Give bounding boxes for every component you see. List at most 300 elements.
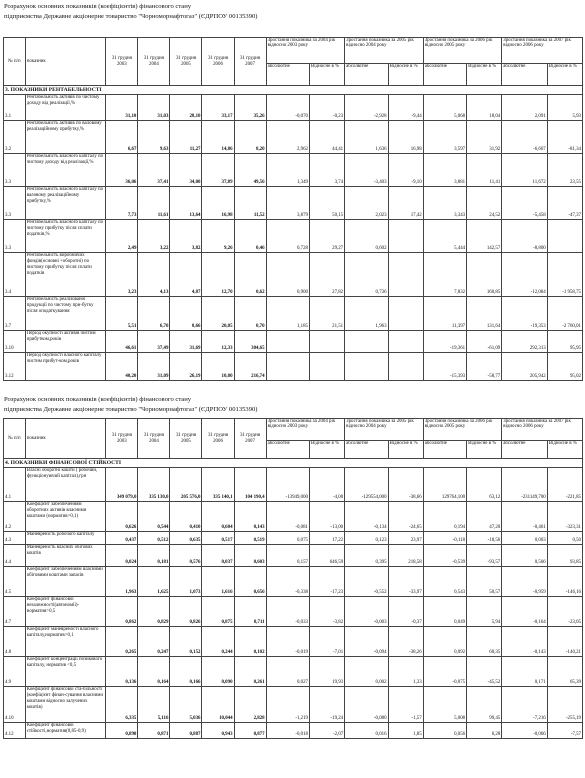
growth-value-cell: -0,118	[423, 532, 466, 545]
col-header-name: показник	[25, 419, 106, 459]
growth-value-cell	[388, 353, 423, 381]
growth-value-cell: 11,397	[423, 297, 466, 331]
year-value-cell: 0,102	[234, 627, 266, 657]
growth-value-cell: -38,66	[388, 468, 423, 502]
growth-value-cell: -231149,700	[502, 468, 547, 502]
col-header-rel: Відносне в %	[467, 64, 502, 86]
growth-value-cell	[547, 220, 582, 253]
row-number: 3.1	[4, 95, 26, 121]
year-value-cell: 46,61	[106, 331, 138, 353]
table2-title-line2: підприємства Державне акціонерне товариство "Чорноморнафтогаз" (ЄДРПОУ 00135390)	[4, 406, 258, 413]
table-row	[4, 187, 583, 220]
col-header-rel: Відносне в %	[310, 441, 345, 459]
growth-value-cell: -221,85	[547, 468, 582, 502]
year-value-cell: 10,044	[202, 687, 234, 723]
col-header-abs: абсолютне	[502, 64, 547, 86]
growth-value-cell	[310, 353, 345, 381]
col-header-abs: абсолютне	[266, 64, 309, 86]
year-value-cell: 205 576,0	[170, 468, 202, 502]
growth-value-cell: 0,566	[502, 545, 547, 567]
growth-value-cell: 17,22	[310, 532, 345, 545]
year-value-cell: 1,963	[106, 567, 138, 597]
col-header-2006: 31 грудня 2006	[202, 38, 234, 86]
indicator-name: Рентабельність реалізованої продукції по чистому при-бутку після оподаткування	[25, 297, 106, 331]
growth-value-cell: 0,123	[345, 532, 388, 545]
growth-value-cell: -19,353	[502, 297, 547, 331]
col-header-rel: Відносне в %	[547, 64, 582, 86]
growth-value-cell	[388, 331, 423, 353]
growth-value-cell: 17,42	[388, 187, 423, 220]
growth-value-cell: -0,37	[388, 597, 423, 627]
year-value-cell: 7,73	[106, 187, 138, 220]
col-header-2007: 31 грудня 2007	[234, 419, 266, 459]
col-header-rel: Відносне в %	[388, 441, 423, 459]
growth-value-cell: -13,00	[310, 502, 345, 532]
table-row	[4, 597, 583, 627]
growth-value-cell: 29,27	[310, 220, 345, 253]
growth-value-cell: -2,07	[310, 723, 345, 739]
col-header-2005: 31 грудня 2005	[170, 38, 202, 86]
growth-value-cell: 0,736	[345, 253, 388, 297]
growth-value-cell: 63,12	[467, 468, 502, 502]
col-header-2006: 31 грудня 2006	[202, 419, 234, 459]
growth-value-cell: 205,942	[502, 353, 547, 381]
growth-value-cell: -0,003	[345, 597, 388, 627]
growth-value-cell: -0,018	[266, 723, 309, 739]
growth-value-cell: -17,23	[310, 567, 345, 597]
year-value-cell: 6,70	[138, 297, 170, 331]
year-value-cell: 0,829	[138, 597, 170, 627]
growth-value-cell: -3,82	[310, 597, 345, 627]
growth-value-cell: -0,134	[345, 502, 388, 532]
year-value-cell: 37,41	[138, 154, 170, 187]
col-header-growth-2006: Зростання показника за 2006 рік відносно 2005 року	[423, 419, 502, 441]
row-number: 3.3	[4, 187, 26, 220]
growth-value-cell: -0,164	[502, 597, 547, 627]
row-number: 4.9	[4, 657, 26, 687]
growth-value-cell: -58,77	[467, 353, 502, 381]
growth-value-cell: -0,080	[345, 687, 388, 723]
growth-value-cell: -47,37	[547, 187, 582, 220]
growth-value-cell: 0,003	[502, 532, 547, 545]
growth-value-cell: -0,081	[266, 502, 309, 532]
year-value-cell: 0,70	[234, 297, 266, 331]
growth-value-cell: -323,31	[547, 502, 582, 532]
year-value-cell: 0,244	[202, 627, 234, 657]
year-value-cell: 0,136	[106, 657, 138, 687]
growth-value-cell: -9,10	[388, 154, 423, 187]
growth-value-cell	[345, 331, 388, 353]
row-number: 4.5	[4, 567, 26, 597]
table-row	[4, 468, 583, 502]
growth-value-cell: 1,185	[266, 297, 309, 331]
row-number: 3.4	[4, 253, 26, 297]
year-value-cell: 335 140,1	[202, 468, 234, 502]
year-value-cell: 12,70	[202, 253, 234, 297]
growth-value-cell: 142,57	[467, 220, 502, 253]
year-value-cell: 6,67	[106, 121, 138, 154]
col-header-abs: абсолютне	[502, 441, 547, 459]
year-value-cell: 26,19	[170, 353, 202, 381]
growth-value-cell: -0,338	[266, 567, 309, 597]
growth-value-cell: -0,23	[310, 95, 345, 121]
growth-value-cell: 16,98	[388, 121, 423, 154]
row-number: 4.12	[4, 723, 26, 739]
growth-value-cell	[345, 353, 388, 381]
growth-value-cell: 31,92	[467, 121, 502, 154]
growth-value-cell: -0,539	[423, 545, 466, 567]
year-value-cell: 0,544	[138, 502, 170, 532]
indicator-name: Коефіцієнт забезпеченням власними обіговими коштами запасів	[25, 567, 106, 597]
indicator-name: Маневреність власних обігових коштів	[25, 545, 106, 567]
growth-value-cell: -0,019	[266, 627, 309, 657]
indicator-name: Власні оборотні кошти ( робочий, функціонуючий капітал),грн	[25, 468, 106, 502]
growth-value-cell: 93,85	[547, 545, 582, 567]
year-value-cell: 4,87	[170, 253, 202, 297]
year-value-cell: 0,711	[234, 597, 266, 627]
growth-value-cell: 65,39	[547, 657, 582, 687]
section-title: 3. ПОКАЗНИКИ РЕНТАБЕЛЬНОСТІ	[4, 86, 583, 95]
indicator-name: Рентабельність виробничих фондів(основні +оборотні) по чистому прибутку після сплати податків	[25, 253, 106, 297]
year-value-cell: 35,26	[234, 95, 266, 121]
indicator-name: Рентабельність активів по чистому доходу від реалізації,%	[25, 95, 106, 121]
col-header-abs: абсолютне	[423, 441, 466, 459]
growth-value-cell	[266, 331, 309, 353]
growth-value-cell: -1 958,75	[547, 253, 582, 297]
table-row	[4, 353, 583, 381]
year-value-cell: 11,61	[138, 187, 170, 220]
growth-value-cell: 23,55	[547, 154, 582, 187]
row-number: 4.4	[4, 545, 26, 567]
growth-value-cell: 3,879	[266, 187, 309, 220]
year-value-cell: 16,98	[202, 187, 234, 220]
year-value-cell: 6,335	[106, 687, 138, 723]
year-value-cell: 11,52	[234, 187, 266, 220]
year-value-cell: 3,82	[170, 220, 202, 253]
growth-value-cell: -4,00	[310, 468, 345, 502]
year-value-cell: 40,20	[106, 353, 138, 381]
indicator-name: Коефіцієнт концентрації позикового капіталу, норматив <0,5	[25, 657, 106, 687]
col-header-abs: абсолютне	[345, 64, 388, 86]
table1-title-line1: Розрахунок основних показників (коефіцієнтів) фінансового стану	[4, 3, 192, 10]
growth-value-cell: -0,075	[423, 657, 466, 687]
table-row	[4, 220, 583, 253]
col-header-growth-2007: Зростання показника за 2007 рік відносно 2006 року	[502, 419, 583, 441]
year-value-cell: 0,826	[170, 597, 202, 627]
growth-value-cell: -24,65	[388, 502, 423, 532]
growth-value-cell: -33,97	[388, 567, 423, 597]
year-value-cell: 0,576	[170, 545, 202, 567]
growth-value-cell: -38,26	[388, 627, 423, 657]
growth-value-cell: -7,216	[502, 687, 547, 723]
growth-value-cell: 1,85	[388, 723, 423, 739]
growth-value-cell: 131,64	[467, 297, 502, 331]
col-header-2004: 31 грудня 2004	[138, 38, 170, 86]
year-value-cell: 0,024	[106, 545, 138, 567]
growth-value-cell: 5,444	[423, 220, 466, 253]
section-title: 4. ПОКАЗНИКИ ФІНАНСОВОЇ СТІЙКОСТІ	[4, 459, 583, 468]
year-value-cell: 0,46	[234, 220, 266, 253]
year-value-cell: 9,63	[138, 121, 170, 154]
col-header-2004: 31 грудня 2004	[138, 419, 170, 459]
growth-value-cell: -2 760,01	[547, 297, 582, 331]
year-value-cell: 349 079,0	[106, 468, 138, 502]
indicator-name: Коефіцієнт маневреності власного капіталу,норматив>0,1	[25, 627, 106, 657]
row-number: 3.12	[4, 353, 26, 381]
growth-value-cell: 646,59	[310, 545, 345, 567]
growth-value-cell: 3,597	[423, 121, 466, 154]
row-number: 4.10	[4, 687, 26, 723]
year-value-cell: 3,22	[138, 220, 170, 253]
table-row	[4, 532, 583, 545]
table-row	[4, 723, 583, 739]
growth-value-cell: 50,57	[467, 567, 502, 597]
row-number: 4.7	[4, 597, 26, 627]
growth-value-cell: -15,393	[423, 353, 466, 381]
growth-value-cell: 6,28	[467, 723, 502, 739]
indicator-name: Рентабельність власного капіталу по чистому прибутку після сплати податків,%	[25, 220, 106, 253]
growth-value-cell: 0,543	[423, 567, 466, 597]
growth-value-cell	[388, 220, 423, 253]
growth-value-cell: 0,027	[266, 657, 309, 687]
growth-value-cell: 3,74	[310, 154, 345, 187]
indicator-name: Коефіцієнт забезпеченням оборотних активів власними коштами (норматив>0,1)	[25, 502, 106, 532]
growth-value-cell: -2,928	[345, 95, 388, 121]
table2-title-line1: Розрахунок основних показників (коефіцієнтів) фінансового стану	[4, 396, 192, 403]
year-value-cell: 1,616	[202, 567, 234, 597]
col-header-growth-2005: Зростання показника за 2005 рік відносно 2004 року	[345, 38, 424, 64]
growth-value-cell: 0,075	[266, 532, 309, 545]
year-value-cell: 31,69	[170, 331, 202, 353]
year-value-cell: 28,10	[170, 95, 202, 121]
col-header-rel: Відносне в %	[310, 64, 345, 86]
year-value-cell: 0,656	[234, 567, 266, 597]
growth-value-cell: 0,016	[345, 723, 388, 739]
indicator-name: Рентабельність власного капіталу по валовому реалізаційному прибутку,%	[25, 187, 106, 220]
year-value-cell: 5,116	[138, 687, 170, 723]
growth-value-cell: -18,56	[467, 532, 502, 545]
indicator-name: Коефіцієнт фінансової стійкості,норматив(0,85-0,9)	[25, 723, 106, 739]
col-header-no: № п/п	[4, 419, 26, 459]
growth-value-cell	[388, 253, 423, 297]
growth-value-cell: 1,636	[345, 121, 388, 154]
year-value-cell: 37,89	[202, 154, 234, 187]
growth-value-cell: -1,219	[266, 687, 309, 723]
year-value-cell: 37,49	[138, 331, 170, 353]
year-value-cell: 10,80	[202, 353, 234, 381]
year-value-cell: 216,74	[234, 353, 266, 381]
growth-value-cell: 0,900	[266, 253, 309, 297]
growth-value-cell: -0,066	[502, 723, 547, 739]
growth-value-cell: 5,068	[423, 95, 466, 121]
year-value-cell: 0,604	[202, 502, 234, 532]
table-row	[4, 545, 583, 567]
row-number: 4.2	[4, 502, 26, 532]
year-value-cell: 0,62	[234, 253, 266, 297]
year-value-cell: 0,166	[170, 657, 202, 687]
growth-value-cell: 1,963	[345, 297, 388, 331]
year-value-cell: 5,036	[170, 687, 202, 723]
year-value-cell: 8,66	[170, 297, 202, 331]
growth-value-cell: 23,97	[388, 532, 423, 545]
growth-value-cell: 95,95	[547, 331, 582, 353]
col-header-name: показник	[25, 38, 106, 86]
col-header-2003: 31 грудня 2003	[106, 38, 138, 86]
growth-value-cell: 50,15	[310, 187, 345, 220]
year-value-cell: 0,437	[106, 532, 138, 545]
growth-value-cell: -23,05	[547, 597, 582, 627]
year-value-cell: 0,862	[106, 597, 138, 627]
col-header-abs: абсолютне	[423, 64, 466, 86]
year-value-cell: 0,887	[170, 723, 202, 739]
year-value-cell: 1,625	[138, 567, 170, 597]
growth-value-cell	[266, 353, 309, 381]
growth-value-cell: 0,049	[423, 597, 466, 627]
row-number: 3.2	[4, 121, 26, 154]
indicator-name: Рентабельність активів по валовому реалізаційному прибутку,%	[25, 121, 106, 154]
growth-value-cell: 11,672	[502, 154, 547, 187]
year-value-cell: 20,05	[202, 297, 234, 331]
col-header-growth-2007: Зростання показника за 2007 рік відносно 2006 року	[502, 38, 583, 64]
growth-value-cell: 5,008	[423, 687, 466, 723]
year-value-cell: 4,13	[138, 253, 170, 297]
year-value-cell: 34,00	[170, 154, 202, 187]
growth-value-cell: 0,002	[345, 657, 388, 687]
growth-value-cell: -0,094	[345, 627, 388, 657]
year-value-cell: 2,828	[234, 687, 266, 723]
financial-stability-table	[3, 418, 583, 739]
growth-value-cell: -61,09	[467, 331, 502, 353]
growth-value-cell: -5,458	[502, 187, 547, 220]
year-value-cell: 0,181	[138, 545, 170, 567]
year-value-cell: 14,86	[202, 121, 234, 154]
col-header-growth-2005: Зростання показника за 2005 рік відносно 2004 року	[345, 419, 424, 441]
row-number: 4.8	[4, 627, 26, 657]
year-value-cell: 1,073	[170, 567, 202, 597]
year-value-cell: 0,875	[202, 597, 234, 627]
growth-value-cell: 11,41	[467, 154, 502, 187]
year-value-cell: 0,626	[106, 502, 138, 532]
table-row	[4, 657, 583, 687]
col-header-growth-2004: Зростання показника за 2004 рік відносно 2003 року	[266, 419, 345, 441]
growth-value-cell: -0,461	[502, 502, 547, 532]
row-number: 3.3	[4, 154, 26, 187]
year-value-cell: 9,26	[202, 220, 234, 253]
table-row	[4, 121, 583, 154]
growth-value-cell: -0,959	[502, 567, 547, 597]
indicator-name: Коефіцієнт фінансової незалежності(автономії)- норматив>0,5	[25, 597, 106, 627]
year-value-cell: 0,871	[138, 723, 170, 739]
growth-value-cell: -12,084	[502, 253, 547, 297]
table-row	[4, 331, 583, 353]
year-value-cell: 0,890	[106, 723, 138, 739]
growth-value-cell: 5,93	[547, 95, 582, 121]
year-value-cell: 0,519	[234, 532, 266, 545]
growth-value-cell: -0,143	[502, 627, 547, 657]
year-value-cell: 0,517	[202, 532, 234, 545]
table-row	[4, 297, 583, 331]
col-header-2007: 31 грудня 2007	[234, 38, 266, 86]
year-value-cell: 33,17	[202, 95, 234, 121]
indicator-name: Рентабельність власного капіталу по чистому доходу від реалізації,%	[25, 154, 106, 187]
table-row	[4, 502, 583, 532]
table1-title-line2: підприємства Державне акціонерне товариство "Чорноморнафтогаз" (ЄДРПОУ 00135390)	[4, 13, 258, 20]
growth-value-cell: 95,02	[547, 353, 582, 381]
growth-value-cell: 1,33	[388, 657, 423, 687]
profitability-table	[3, 37, 583, 381]
growth-value-cell: 218,58	[388, 545, 423, 567]
col-header-rel: Відносне в %	[467, 441, 502, 459]
growth-value-cell: 3,881	[423, 154, 466, 187]
growth-value-cell: -3,403	[345, 154, 388, 187]
growth-value-cell: -8,800	[502, 220, 547, 253]
col-header-2005: 31 грудня 2005	[170, 419, 202, 459]
col-header-abs: абсолютне	[266, 441, 309, 459]
growth-value-cell: 292,313	[502, 331, 547, 353]
col-header-rel: Відносне в %	[388, 64, 423, 86]
growth-value-cell: -7,57	[547, 723, 582, 739]
growth-value-cell: 44,41	[310, 121, 345, 154]
indicator-name: Період окупності власного капіталу чистим прибут-ком,років	[25, 353, 106, 381]
year-value-cell: 0,512	[138, 532, 170, 545]
growth-value-cell: -255,19	[547, 687, 582, 723]
growth-value-cell: -1,57	[388, 687, 423, 723]
row-number: 4.1	[4, 468, 26, 502]
year-value-cell: 3,23	[106, 253, 138, 297]
growth-value-cell: 0,092	[423, 627, 466, 657]
row-number: 3.3	[4, 220, 26, 253]
year-value-cell: 36,06	[106, 154, 138, 187]
year-value-cell: 0,152	[170, 627, 202, 657]
col-header-2003: 31 грудня 2003	[106, 419, 138, 459]
growth-value-cell: 0,728	[266, 220, 309, 253]
growth-value-cell: 2,091	[502, 95, 547, 121]
year-value-cell: 5,51	[106, 297, 138, 331]
table-row	[4, 627, 583, 657]
growth-value-cell: 0,194	[423, 502, 466, 532]
growth-value-cell: 19,93	[310, 657, 345, 687]
year-value-cell: 31,03	[138, 95, 170, 121]
growth-value-cell: 5,94	[467, 597, 502, 627]
growth-value-cell: -45,52	[467, 657, 502, 687]
row-number: 3.10	[4, 331, 26, 353]
growth-value-cell: 18,04	[467, 95, 502, 121]
year-value-cell: 0,090	[202, 657, 234, 687]
row-number: 3.7	[4, 297, 26, 331]
year-value-cell: 335 130,0	[138, 468, 170, 502]
growth-value-cell: -0,033	[266, 597, 309, 627]
growth-value-cell: -9,44	[388, 95, 423, 121]
table-row	[4, 687, 583, 723]
year-value-cell: 0,877	[234, 723, 266, 739]
year-value-cell: 0,164	[138, 657, 170, 687]
table-row	[4, 253, 583, 297]
growth-value-cell: 160,85	[467, 253, 502, 297]
growth-value-cell: 129764,100	[423, 468, 466, 502]
growth-value-cell: -93,57	[467, 545, 502, 567]
year-value-cell: 12,33	[202, 331, 234, 353]
growth-value-cell: 24,52	[467, 187, 502, 220]
indicator-name: Маневреність робочого капіталу	[25, 532, 106, 545]
growth-value-cell: 21,51	[310, 297, 345, 331]
year-value-cell: 31,09	[138, 353, 170, 381]
growth-value-cell: 47,20	[467, 502, 502, 532]
year-value-cell: 8,20	[234, 121, 266, 154]
growth-value-cell: 27,82	[310, 253, 345, 297]
growth-value-cell: 0,602	[345, 220, 388, 253]
table-row	[4, 95, 583, 121]
year-value-cell: 0,261	[234, 657, 266, 687]
